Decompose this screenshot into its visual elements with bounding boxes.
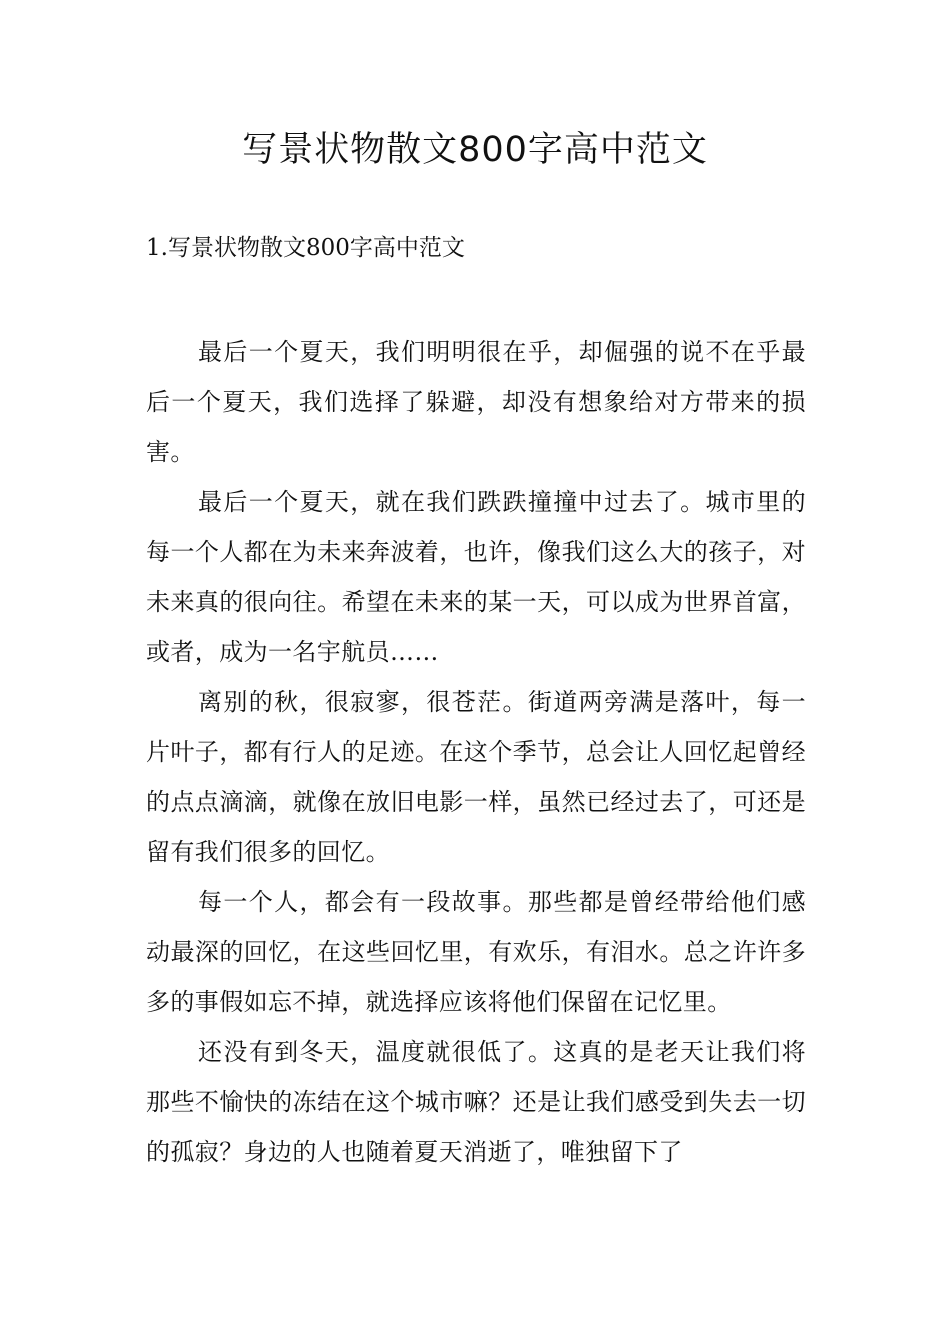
document-title: 写景状物散文800字高中范文 xyxy=(242,130,708,170)
paragraph: 最后一个夏天，我们明明很在乎，却倔强的说不在乎最后一个夏天，我们选择了躲避，却没有想象给对方带来的损害。 xyxy=(146,338,806,466)
section-heading: 1.写景状物散文800字高中范文 xyxy=(146,235,465,261)
paragraph: 还没有到冬天，温度就很低了。这真的是老天让我们将那些不愉快的冻结在这个城市嘛？还是让我们感受到失去一切的孤寂？身边的人也随着夏天消逝了，唯独留下了 xyxy=(146,1038,806,1166)
article-body xyxy=(146,327,806,1177)
paragraph: 离别的秋，很寂寥，很苍茫。街道两旁满是落叶，每一片叶子，都有行人的足迹。在这个季节，总会让人回忆起曾经的点点滴滴，就像在放旧电影一样，虽然已经过去了，可还是留有我们很多的回忆。 xyxy=(146,688,806,866)
paragraph: 最后一个夏天，就在我们跌跌撞撞中过去了。城市里的每一个人都在为未来奔波着，也许，像我们这么大的孩子，对未来真的很向往。希望在未来的某一天，可以成为世界首富，或者，成为一名宇航员…… xyxy=(146,488,806,666)
paragraph: 每一个人，都会有一段故事。那些都是曾经带给他们感动最深的回忆，在这些回忆里，有欢乐，有泪水。总之许许多多的事假如忘不掉，就选择应该将他们保留在记忆里。 xyxy=(146,888,806,1016)
